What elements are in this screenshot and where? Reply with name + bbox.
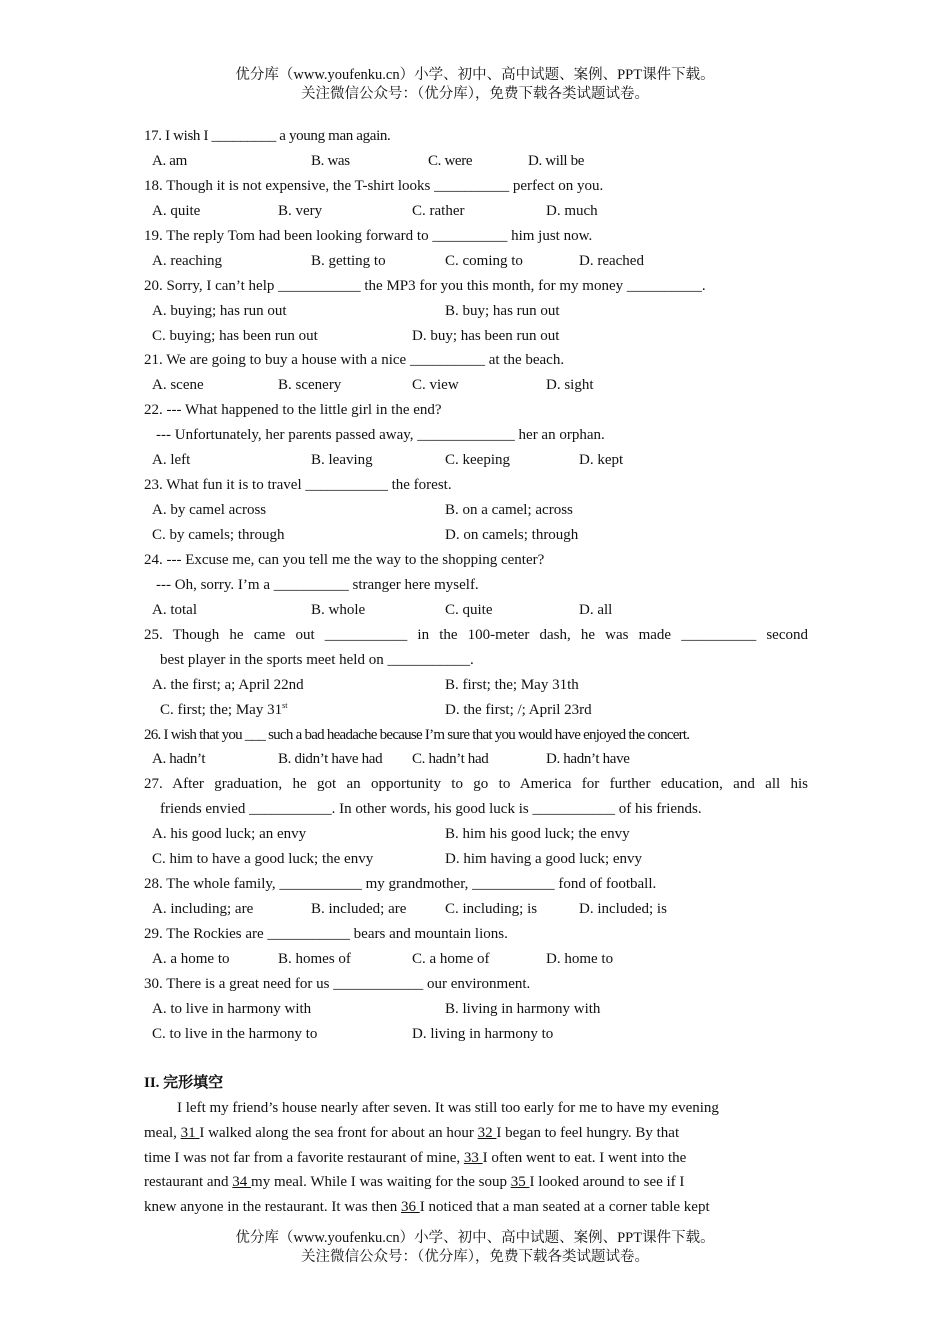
header-line-1: 优分库（www.youfenku.cn）小学、初中、高中试题、案例、PPT课件下载。 (235, 67, 715, 83)
option-c: C. coming to (445, 252, 523, 269)
option-d: D. will be (528, 152, 585, 169)
option-d: D. buy; has been run out (412, 327, 560, 344)
blank-31: 31 (180, 1124, 200, 1141)
option-c: C. him to have a good luck; the envy (152, 851, 374, 868)
question-27-stem: 27. After graduation, he got an opportunity to go to America for further education, and all his (144, 776, 808, 793)
option-c: C. a home of (412, 950, 490, 967)
blank-36: 36 (401, 1199, 420, 1216)
question-27-stem-2: friends envied ___________. In other words, his good luck is ___________ of his friends. (160, 801, 702, 818)
option-c: C. by camels; through (152, 527, 285, 543)
question-29-options (144, 947, 808, 972)
question-19-options (144, 249, 808, 274)
option-b: B. homes of (278, 950, 351, 967)
option-b: B. getting to (311, 252, 386, 269)
option-b: B. him his good luck; the envy (445, 826, 630, 843)
question-25-options-cd (144, 698, 808, 723)
option-b: B. first; the; May 31th (445, 676, 579, 693)
option-c: C. buying; has been run out (152, 327, 318, 344)
option-d: D. living in harmony to (412, 1025, 554, 1042)
cloze-text: I began to feel hungry. By that (496, 1124, 680, 1141)
question-19-stem: 19. The reply Tom had been looking forward to __________ him just now. (144, 227, 593, 244)
question-24-options (144, 598, 808, 623)
option-c: C. rather (412, 202, 465, 219)
cloze-text: my meal. While I was waiting for the soup (251, 1174, 511, 1191)
option-d: D. the first; /; April 23rd (445, 701, 592, 718)
option-c: C. including; is (445, 901, 538, 918)
option-b: B. living in harmony with (445, 1000, 601, 1017)
question-18-options (144, 199, 808, 224)
option-c (160, 698, 287, 723)
question-22-stem-2: --- Unfortunately, her parents passed away, _____________ her an orphan. (156, 427, 605, 444)
option-c-text: C. first; the; May 31 (160, 701, 283, 718)
question-22-options (144, 448, 808, 473)
option-d: D. kept (579, 452, 624, 469)
question-18-stem: 18. Though it is not expensive, the T-shirt looks __________ perfect on you. (144, 177, 604, 194)
option-a: A. buying; has run out (152, 302, 287, 319)
question-25-stem: 25. Though he came out ___________ in the 100-meter dash, he was made __________ second (144, 626, 808, 643)
question-30-options-cd (144, 1022, 808, 1047)
option-d: D. sight (546, 377, 594, 394)
option-b: B. whole (311, 601, 366, 618)
blank-33: 33 (463, 1149, 483, 1166)
question-25-stem-2: best player in the sports meet held on ___________. (160, 651, 474, 668)
option-a: A. left (152, 452, 191, 469)
cloze-text: I walked along the sea front for about an hour (199, 1124, 478, 1141)
option-d: D. reached (579, 252, 644, 269)
option-d: D. on camels; through (445, 527, 579, 543)
question-28-stem: 28. The whole family, ___________ my grandmother, ___________ fond of football. (144, 876, 657, 893)
question-26-options (144, 747, 808, 772)
document-body (144, 124, 808, 1220)
page-header (0, 66, 950, 104)
question-27-options-cd (144, 847, 808, 872)
option-c: C. to live in the harmony to (152, 1025, 318, 1042)
question-24-stem-2: --- Oh, sorry. I’m a __________ stranger here myself. (156, 576, 479, 593)
option-d: D. all (579, 601, 613, 618)
section-gap (144, 1047, 808, 1071)
question-22-stem: 22. --- What happened to the little girl in the end? (144, 402, 442, 419)
footer-line-1: 优分库（www.youfenku.cn）小学、初中、高中试题、案例、PPT课件下载。 (235, 1230, 715, 1246)
option-c: C. hadn’t had (412, 751, 489, 768)
option-b: B. scenery (278, 377, 342, 394)
cloze-text: I often went to eat. I went into the (482, 1149, 687, 1166)
option-a: A. by camel across (152, 502, 267, 519)
question-25-options-ab (144, 673, 808, 698)
option-a: A. reaching (152, 252, 222, 269)
option-a: A. a home to (152, 950, 230, 967)
cloze-text: I looked around to see if I (529, 1174, 685, 1191)
option-c: C. were (428, 152, 473, 169)
question-30-options-ab (144, 997, 808, 1022)
question-26-stem: 26. I wish that you ___ such a bad headache because I’m sure that you would have enjoyed the concert. (144, 726, 690, 743)
cloze-line-3 (144, 1146, 808, 1171)
cloze-text: meal, (144, 1124, 181, 1141)
cloze-line-5 (144, 1195, 808, 1220)
header-line-2: 关注微信公众号：（优分库），免费下载各类试题试卷。 (301, 86, 649, 102)
question-24-stem: 24. --- Excuse me, can you tell me the way to the shopping center? (144, 551, 545, 568)
question-27-options-ab (144, 822, 808, 847)
cloze-text: restaurant and (144, 1174, 233, 1191)
question-23-options-cd (144, 523, 808, 548)
question-23-options-ab (144, 498, 808, 523)
option-d: D. him having a good luck; envy (445, 851, 643, 868)
question-30-stem: 30. There is a great need for us ____________ our environment. (144, 975, 531, 992)
section-2-title: II. 完形填空 (144, 1074, 224, 1091)
blank-34: 34 (232, 1174, 252, 1191)
cloze-line-2 (144, 1121, 808, 1146)
option-b: B. was (311, 152, 350, 169)
question-28-options (144, 897, 808, 922)
question-17-stem: 17. I wish I _________ a young man again. (144, 128, 391, 144)
option-a: A. total (152, 601, 197, 618)
option-a: A. hadn’t (152, 751, 206, 768)
blank-35: 35 (510, 1174, 530, 1191)
option-b: B. buy; has run out (445, 302, 560, 319)
cloze-text: time I was not far from a favorite restaurant of mine, (144, 1149, 464, 1166)
cloze-text: knew anyone in the restaurant. It was then (144, 1199, 401, 1216)
option-a: A. to live in harmony with (152, 1000, 312, 1017)
question-21-options (144, 373, 808, 398)
option-a: A. am (152, 152, 187, 169)
cloze-line-1: I left my friend’s house nearly after seven. It was still too early for me to have my evening (177, 1099, 719, 1116)
option-c: C. keeping (445, 452, 510, 469)
page-footer (0, 1229, 950, 1267)
option-a: A. the first; a; April 22nd (152, 676, 304, 693)
question-21-stem: 21. We are going to buy a house with a nice __________ at the beach. (144, 352, 565, 369)
ordinal-suffix: st (282, 700, 288, 710)
option-d: D. home to (546, 950, 614, 967)
question-23-stem: 23. What fun it is to travel ___________ the forest. (144, 477, 452, 494)
footer-line-2: 关注微信公众号：（优分库），免费下载各类试题试卷。 (301, 1249, 649, 1265)
option-a: A. including; are (152, 901, 254, 918)
option-a: A. his good luck; an envy (152, 826, 307, 843)
option-b: B. included; are (311, 901, 407, 918)
question-20-options-ab (144, 299, 808, 324)
blank-32: 32 (477, 1124, 497, 1141)
option-b: B. didn’t have had (278, 751, 383, 768)
option-c: C. quite (445, 601, 493, 618)
cloze-text: I noticed that a man seated at a corner table kept (419, 1199, 710, 1216)
question-29-stem: 29. The Rockies are ___________ bears and mountain lions. (144, 926, 508, 942)
option-b: B. leaving (311, 452, 373, 469)
cloze-line-4 (144, 1170, 808, 1195)
option-a: A. scene (152, 377, 204, 394)
question-20-options-cd (144, 324, 808, 349)
option-c: C. view (412, 377, 459, 394)
option-b: B. on a camel; across (445, 502, 573, 519)
question-20-stem: 20. Sorry, I can’t help ___________ the MP3 for you this month, for my money __________. (144, 277, 706, 294)
option-d: D. hadn’t have (546, 751, 630, 768)
question-17-options (144, 149, 808, 174)
option-d: D. much (546, 202, 598, 219)
option-d: D. included; is (579, 901, 667, 918)
option-a: A. quite (152, 202, 201, 219)
option-b: B. very (278, 202, 323, 219)
